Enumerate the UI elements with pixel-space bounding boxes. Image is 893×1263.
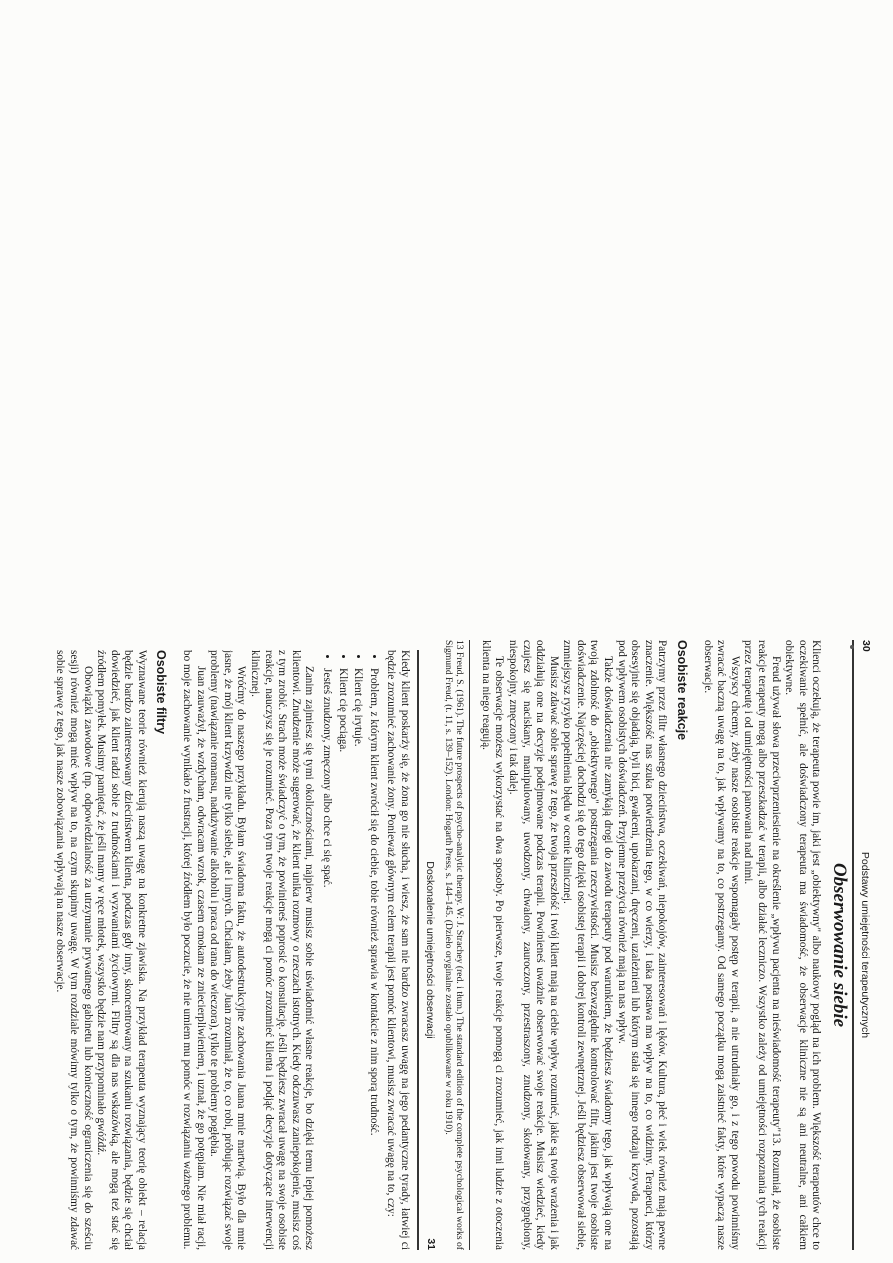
list-item: • Klient cię pociąga.: [335, 668, 349, 1250]
page-31-text: [879, 650, 880, 1250]
paragraph: Musisz zdawać sobie sprawę z tego, że twoja przeszłość i twój klient mają na ciebie wpływ, rozumieć, jakie są twoje wrażenia i jak oddziałują one na decyzje podejmowane podczas terapii. Powinieneś uważnie obserwować swoje reakcje. Musisz wiedzieć, kiedy czujesz się naciskany, manipulowany, uwodzony, chwalony, zauroczony, przestraszony, znudzony, skołowany, przygnębiony, niespokojny, zmęczony i tak dalej.: [506, 640, 560, 1250]
list-item: • Klient cię irytuje.: [351, 668, 365, 1250]
section-heading: Osobiste filtry: [154, 650, 169, 735]
footnote: 13 Freud, S. (1961). The future prospects of psycho-analytic therapy. W: J. Strachey (red. i tłum.) The standard edition of the complete psychological works of Sigmund Freud, (t. 11, s. 139–152). London: Hogarth Press, s. 144–145. (Dzieło oryginalne zostało opublikowane w roku 1910).: [442, 640, 470, 1250]
paragraph: Freud używał słowa przeciwprzeniesienie na określenie „wpływu pacjenta na nieświadomość terapeuty"13. Rozumiał, że osobiste reakcje terapeuty mogą albo przeszkadzać w terapii, albo działać leczniczo. Wszystko zależy od umiejętności rozpoznania tych reakcji przez terapeutę i od umiejętności panowania nad nimi.: [742, 640, 782, 1250]
chapter-section-title: Obserwowanie siebie: [829, 862, 850, 1028]
section-heading: Osobiste reakcje: [675, 640, 690, 741]
paragraph: Także doświadczenia nie zamykają drogi do zawodu terapeuty pod warunkiem, że będziesz świadomy tego, jak wpływają one na twoją zdolność do „obiektywnego" postrzegania rzeczywistości. Musisz bezwzględnie kontrolować filtr, jakim jest twoje osobiste doświadczenie. Najczęściej dochodzi się do tego dzięki osobistej terapii i dobrej kontroli zewnętrznej. Jeśli będziesz obserwował siebie, zmniejszysz ryzyko popełnienia błędu w ocenie klinicznej.: [561, 640, 615, 1250]
page-number: 31: [425, 1238, 437, 1250]
running-head: Doskonalenie umiejętności obserwacji: [424, 861, 436, 1039]
list-item: • Jesteś znudzony, zmęczony albo chce ci się spać.: [319, 668, 333, 1250]
running-head: Podstawy umiejętności terapeutycznych: [859, 851, 871, 1039]
paragraph: Wyznawane teorie również kierują naszą uwagę na konkretne zjawiska. Na przykład terapeuta wyznający teorię obiekt – relacja będzie bardzo zainteresowany dzieciństwem klienta, podczas gdy inny, skoncentrowany na szukaniu rozwiązania, będzie się chciał dowiedzieć, jak klient radzi sobie z trudnościami i wyzwaniami życiowymi. Filtry są dla nas wskazówką, ale mogą też stać się źródłem pomyłek. Musimy pamiętać, że jeśli mamy w ręce młotek, wszystko będzie nam przypominało gwóźdź.: [95, 650, 148, 1250]
page-header: [852, 640, 872, 1250]
page-31: [293, 20, 813, 626]
page-body: [442, 640, 850, 1250]
page-number: 30: [860, 640, 872, 652]
scan-speck: [850, 645, 854, 649]
right-page: [15, 650, 445, 1250]
paragraph: Kiedy klient poskarży się, że żona go nie słucha, i wiesz, że sam nie bardzo zwracasz uwagę na jego pedantyczne tyrady, łatwiej ci będzie zrozumieć zachowanie żony. Ponieważ głównym celem terapii jest pomóc klientowi, musisz zwracać uwagę na to, czy:: [385, 650, 411, 1250]
paragraph: Klienci oczekują, że terapeuta powie im, jaki jest „obiektywny" albo naukowy pogląd na ich problem. Większość terapeutów chce to oczekiwanie spełnić, ale doświadczony terapeuta ma świadomość, że obserwacje kliniczne nie są ani neutralne, ani całkiem obiektywne.: [783, 640, 823, 1250]
paragraph: Zanim zajmiesz się tymi okolicznościami, najpierw musisz sobie uświadomić własne reakcje, bo dzięki temu lepiej pomożesz klientowi. Znudzenie może sugerować, że klient unika rozmowy o rzeczach istotnych. Kiedy odczuwasz zaniepokojenie, musisz coś z tym zrobić. Strach może świadczyć o tym, że powinieneś poprosić o konsultację. Jeśli będziesz zwracał uwagę na swoje osobiste reakcje, nauczysz się je rozumieć. Poza tym twoje reakcje mogą ci pomóc zrozumieć klienta i podjąć decyzje dotyczące interwencji klinicznej.: [249, 650, 316, 1250]
paragraph: Patrzymy przez filtr własnego dzieciństwa, oczekiwań, niepokojów, zainteresowań i lęków. Kultura, płeć i wiek również mają pewne znaczenie. Większość nas szuka potwierdzenia tego, w co wierzy, i taka postawa ma wpływ na to, co widzimy. Terapeuci, którzy obsesyjnie się objadają, byli bici, gwałceni, upokarzani, dręczeni, uzależnieni lub którym stała się innego rodzaju krzywda, pozostają pod wpływem osobistych doświadczeń. Przyjemne przeżycia również mają na nas wpływ.: [615, 640, 669, 1250]
paragraph: Te obserwacje możesz wykorzystać na dwa sposoby. Po pierwsze, twoje reakcje pomogą ci zrozumieć, jak inni ludzie z otoczenia klienta na niego reagują.: [479, 640, 506, 1250]
paragraph: Wróćmy do naszego przykładu. Byłam świadoma faktu, że autodestrukcyjne zachowania Juana mnie martwią. Było dla mnie jasne, że mój klient krzywdzi nie tylko siebie, ale i innych. Chciałam, żeby Juan zrozumiał, że to, co robi, próbując rozwiązać swoje problemy (nawiązanie romansu, nadużywanie alkoholu i praca od rana do wieczora), tylko te problemy pogłębia.: [208, 650, 248, 1250]
paragraph: Obowiązki zawodowe (np. odpowiedzialność za utrzymanie prywatnego gabinetu lub konieczność ograniczenia się do sześciu sesji) również mogą mieć wpływ na to, na czym skupimy uwagę. W tym rozdziale mówimy tylko o tym, że powinniśmy zdawać sobie sprawę z tego, jak nasze zobowiązania wpływają na nasze obserwacje.: [54, 650, 94, 1250]
paragraph: Juan zauważył, że wzdycham, odwracam wzrok, czasem cmokam ze zniecierpliwieniem, i uznał, że go potępiam. Nie miał racji, bo moje zachowanie wynikało z frustracji, której źródłem było poczucie, że nie umiem mu pomóc w rozwiązaniu ważnego problemu.: [181, 650, 207, 1250]
list-item: • Problem, z którym klient zwrócił się do ciebie, tobie również sprawia w kontakcie z nim sporą trudność.: [366, 668, 380, 1250]
page-header: [417, 650, 437, 1250]
paragraph: Wszyscy chcemy, żeby nasze osobiste reakcje wspomagały postęp w terapii, a nie utrudniały go, i z tego powodu powinniśmy zwracać baczną uwagę na to, jak wpływamy na to, co postrzegamy. Od samego początku mogą zaistnieć fakty, które wypaczą nasze obserwacje.: [701, 640, 741, 1250]
page-body: [53, 650, 411, 1250]
bullet-list: [319, 650, 379, 1250]
